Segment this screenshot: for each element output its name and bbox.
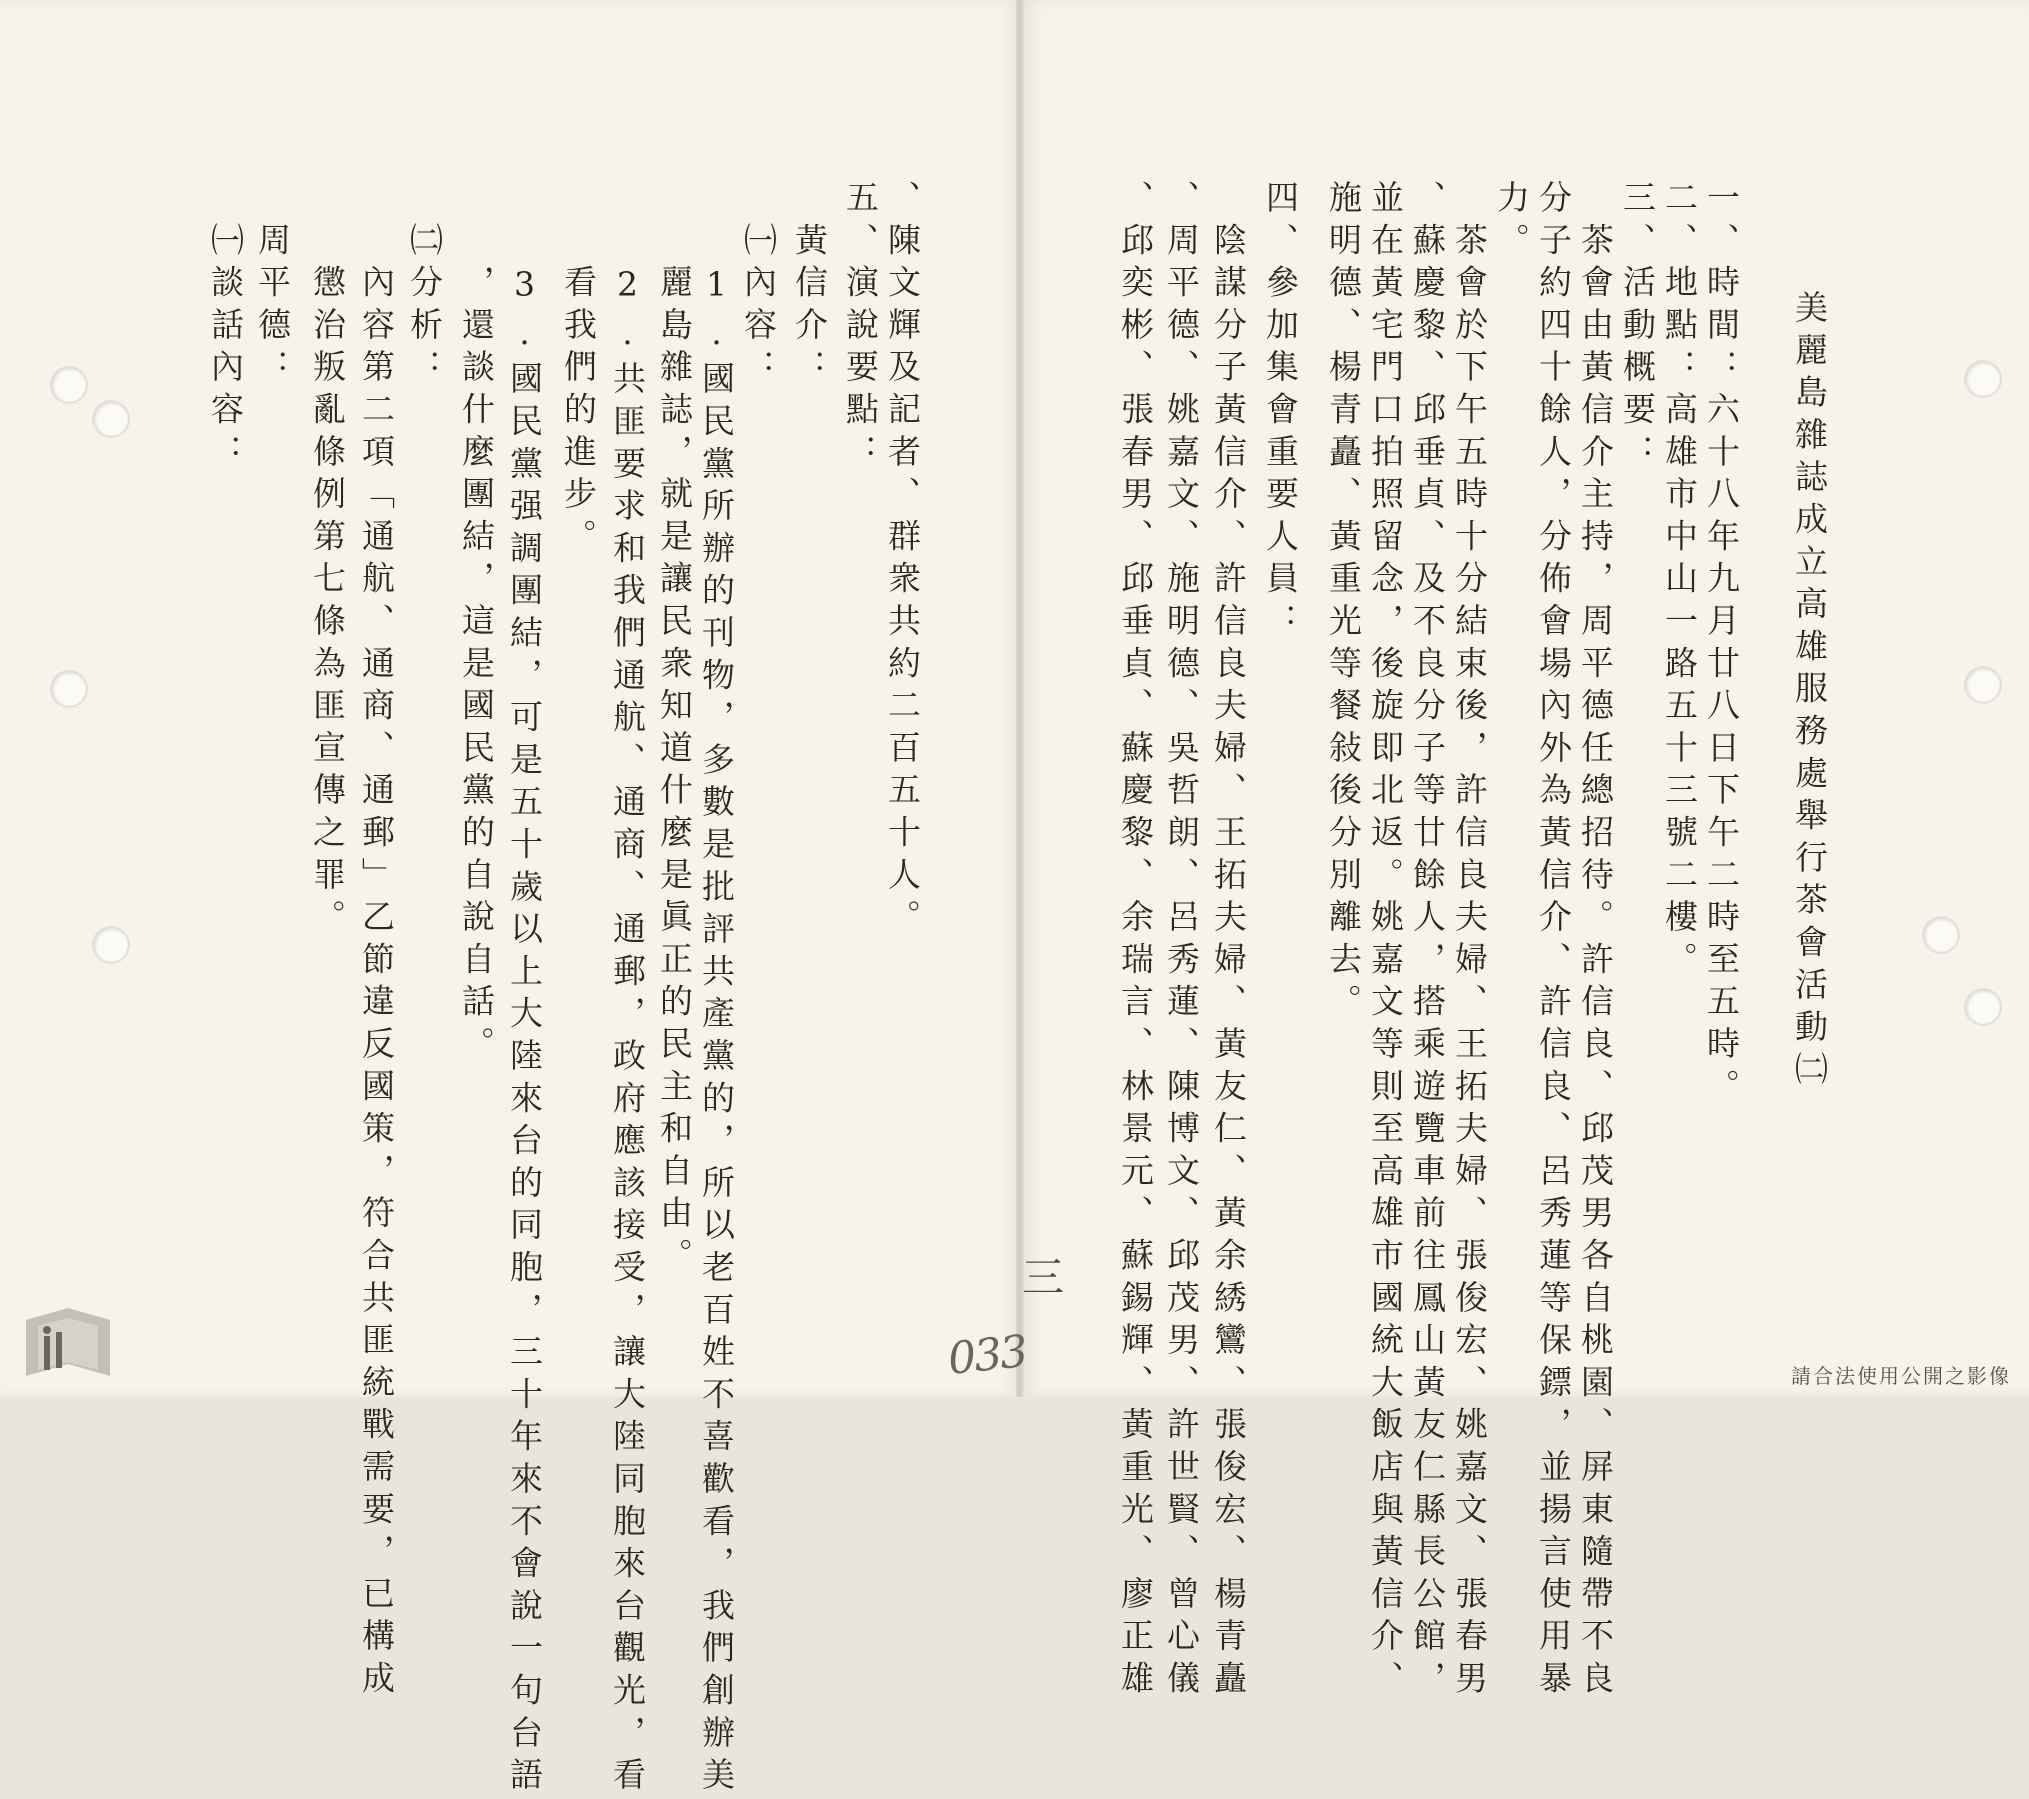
binder-hole-right-1 <box>1966 362 2000 396</box>
text-line: 、陳文輝及記者、群衆共約二百五十人。 <box>883 180 922 942</box>
text-line: ，還談什麼團結，這是國民黨的自說自話。 <box>457 180 496 1069</box>
binder-hole-left-2 <box>52 672 86 706</box>
text-line: 分子約四十餘人，分佈會場內外為黃信介、許信良、呂秀蓮等保鏢，並揚言使用暴 <box>1534 180 1573 1703</box>
text-line: 周平德： <box>253 180 292 392</box>
page-number: 三 <box>1022 1253 1065 1302</box>
text-line: 力。 <box>1492 180 1531 265</box>
text-line: 2.共匪要求和我們通航、通商、通郵，政府應該接受，讓大陸同胞來台觀光，看 <box>608 180 647 1799</box>
text-line: 、周平德、姚嘉文、施明德、吳哲朗、呂秀蓮、陳博文、邱茂男、許世賢、曾心儀 <box>1162 180 1201 1703</box>
text-line: 五、演說要點： <box>841 180 880 477</box>
text-line: 並在黃宅門口拍照留念，後旋即北返。姚嘉文等則至高雄市國統大飯店與黃信介、 <box>1366 180 1405 1703</box>
text-line: 看我們的進步。 <box>559 180 598 561</box>
text-line: 二、地點：高雄市中山一路五十三號二樓。 <box>1660 180 1699 984</box>
binder-hole-right-4 <box>1924 918 1958 952</box>
text-line: 茶會由黃信介主持，周平德任總招待。許信良、邱茂男各自桃園、屏東隨帶不良 <box>1576 180 1615 1703</box>
archive-book-logo-icon <box>18 1290 118 1386</box>
binder-hole-left-3 <box>94 402 128 436</box>
text-line: 3.國民黨强調團結，可是五十歲以上大陸來台的同胞，三十年來不會說一句台語 <box>505 180 544 1799</box>
text-line: 內容第二項「通航、通商、通郵」乙節違反國策，符合共匪統戰需要，已構成 <box>357 180 396 1703</box>
binder-hole-right-2 <box>1966 668 2000 702</box>
text-line: ㈡分析： <box>405 180 444 392</box>
text-line: 茶會於下午五時十分結束後，許信良夫婦、王拓夫婦、張俊宏、姚嘉文、張春男 <box>1450 180 1489 1703</box>
text-line: 陰謀分子黃信介、許信良夫婦、王拓夫婦、黃友仁、黃余綉鸞、張俊宏、楊青矗 <box>1209 180 1248 1703</box>
text-line: ㈠談話內容： <box>206 180 245 477</box>
text-line: ㈠內容： <box>739 180 778 392</box>
binder-hole-right-3 <box>1966 990 2000 1024</box>
text-line: 、邱奕彬、張春男、邱垂貞、蘇慶黎、余瑞言、林景元、蘇錫輝、黃重光、廖正雄 <box>1116 180 1155 1703</box>
text-line: 一、時間：六十八年九月廿八日下午二時至五時。 <box>1702 180 1741 1111</box>
usage-notice: 請合法使用公開之影像 <box>1791 1364 2011 1388</box>
text-line: 懲治叛亂條例第七條為匪宣傳之罪。 <box>308 180 347 942</box>
document-title: 美麗島雜誌成立高雄服務處舉行茶會活動㈡ <box>1790 290 1829 1094</box>
text-line: 三、活動概要： <box>1618 180 1657 477</box>
binder-hole-left-1 <box>52 368 86 402</box>
text-line: 、蘇慶黎、邱垂貞、及不良分子等廿餘人，搭乘遊覽車前往鳳山黃友仁縣長公館， <box>1408 180 1447 1703</box>
text-line: 1.國民黨所辦的刊物，多數是批評共產黨的，所以老百姓不喜歡看，我們創辦美 <box>697 180 736 1799</box>
text-line: 四、參加集會重要人員： <box>1261 180 1300 646</box>
handwritten-folio-number: 033 <box>945 1326 1029 1385</box>
binder-hole-left-4 <box>94 928 128 962</box>
page-spine <box>1016 0 1024 1397</box>
text-line: 黃信介： <box>790 180 829 392</box>
text-line: 麗島雜誌，就是讓民衆知道什麼是眞正的民主和自由。 <box>655 180 694 1280</box>
text-line: 施明德、楊青矗、黃重光等餐敍後分別離去。 <box>1324 180 1363 1026</box>
